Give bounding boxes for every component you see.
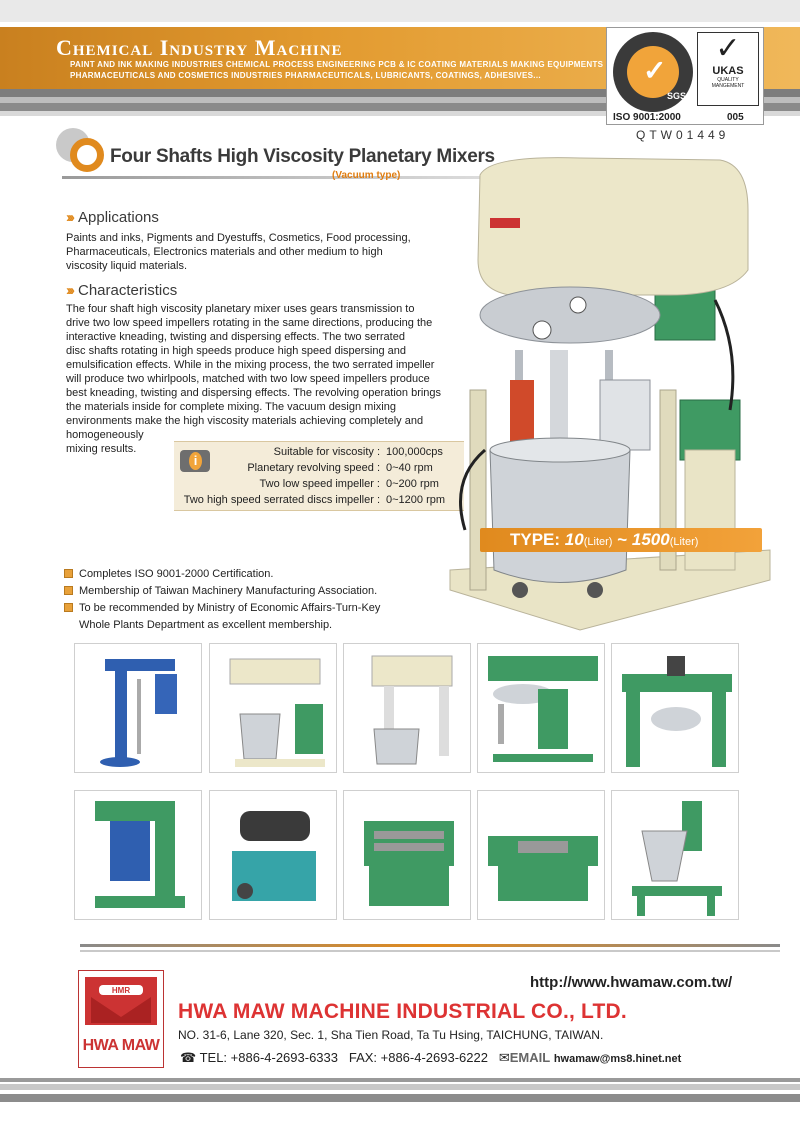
- check-icon: ✓: [643, 55, 667, 86]
- sgs-seal-icon: [613, 32, 693, 112]
- spec-label: Suitable for viscosity :: [273, 446, 380, 458]
- machine-photo-green-mixer: [477, 643, 605, 773]
- bullet-continuation: Whole Plants Department as excellent membership.: [79, 619, 333, 631]
- cert-iso: ISO 9001:2000: [613, 112, 681, 123]
- planetary-mixer-image: [430, 150, 780, 650]
- cert-number: 005: [727, 112, 744, 123]
- footer-divider: [80, 944, 780, 947]
- spec-row: [174, 446, 464, 462]
- chevrons-icon: ›››: [66, 209, 72, 226]
- footer-stripe: [0, 1084, 800, 1090]
- phone-icon: ☎: [180, 1050, 197, 1065]
- info-icon: i: [180, 450, 210, 472]
- bullet-item: To be recommended by Ministry of Economic Affairs-Turn-Key: [64, 602, 380, 614]
- logo-name: HWA MAW: [82, 1037, 160, 1054]
- tel: TEL: +886-4-2693-6333: [199, 1050, 338, 1065]
- top-strip: [0, 0, 800, 22]
- bullet-item: Completes ISO 9001-2000 Certification.: [64, 568, 273, 580]
- ukas-sub2: MANGEMENT: [711, 83, 745, 89]
- spec-row: [174, 462, 464, 478]
- machine-photo-planetary: [343, 643, 471, 773]
- header-title: Chemical Industry Machine: [56, 35, 343, 60]
- spec-value: 0~200 rpm: [386, 478, 439, 490]
- bullet-square-icon: [64, 586, 73, 595]
- spec-value: 0~1200 rpm: [386, 494, 446, 506]
- ukas-check-icon: ✓: [715, 32, 741, 65]
- footer-stripe: [0, 1094, 800, 1102]
- machine-photo-basket-mill: [74, 790, 202, 920]
- cert-code: QTW01449: [636, 128, 730, 142]
- bullet-square-icon: [64, 603, 73, 612]
- machine-photo-mixer-small: [209, 643, 337, 773]
- company-address: NO. 31-6, Lane 320, Sec. 1, Sha Tien Road, Ta Tu Hsing, TAICHUNG, TAIWAN.: [178, 1028, 604, 1042]
- ukas-badge: [697, 32, 759, 106]
- bullet-square-icon: [64, 569, 73, 578]
- characteristics-heading: ››› Characteristics: [66, 282, 178, 299]
- spec-row: [174, 478, 464, 494]
- chevrons-icon: ›››: [66, 282, 72, 299]
- certification-box: [606, 27, 764, 125]
- email-icon: ✉: [498, 1050, 510, 1065]
- spec-row: [174, 494, 464, 510]
- spec-value: 0~40 rpm: [386, 462, 433, 474]
- spec-label: Two low speed impeller :: [259, 478, 380, 490]
- applications-text: Paints and inks, Pigments and Dyestuffs, Cosmetics, Food processing, Pharmaceuticals, Electronics materials and other medium to high viscosity liquid materials.: [66, 232, 411, 272]
- type-banner: TYPE: 10(Liter) ~ 1500(Liter): [480, 528, 762, 552]
- email-link[interactable]: hwamaw@ms8.hinet.net: [553, 1053, 682, 1065]
- header-subtitle-line2: PHARMACEUTICALS AND COSMETICS INDUSTRIES PHARMACEUTICALS, LUBRICANTS, COATINGS, ADHESIVES...: [70, 71, 541, 80]
- logo-mark-icon: [85, 977, 157, 1025]
- product-subtitle: (Vacuum type): [332, 170, 401, 181]
- ukas-sub1: QUALITY: [717, 77, 739, 83]
- spec-label: Two high speed serrated discs impeller :: [183, 494, 380, 506]
- footer-divider: [80, 950, 780, 952]
- header-subtitle-line1: PAINT AND INK MAKING INDUSTRIES CHEMICAL PROCESS ENGINEERING PCB & IC COATING MATERIALS MAKING EQUIPMENTS: [70, 60, 604, 69]
- spec-value: 100,000cps: [386, 446, 443, 458]
- logo-mark-text: HMR: [111, 986, 131, 995]
- email-label: EMAIL: [509, 1050, 551, 1065]
- fax: FAX: +886-4-2693-6222: [348, 1050, 488, 1065]
- website-link[interactable]: http://www.hwamaw.com.tw/: [530, 974, 733, 991]
- company-name: HWA MAW MACHINE INDUSTRIAL CO., LTD.: [178, 1000, 627, 1023]
- spec-label: Planetary revolving speed :: [247, 462, 380, 474]
- contact-line: [180, 1050, 681, 1066]
- machine-photo-three-roll-mill: [343, 790, 471, 920]
- bullet-item: Membership of Taiwan Machinery Manufacturing Association.: [64, 585, 377, 597]
- machine-photo-hopper-mixer: [611, 790, 739, 920]
- title-rings-icon: [52, 124, 108, 180]
- sgs-label: SGS: [667, 91, 687, 101]
- applications-heading: ››› Applications: [66, 209, 159, 226]
- ukas-title: UKAS: [712, 65, 744, 77]
- machine-photo-twin-mixer: [611, 643, 739, 773]
- spec-table: [174, 441, 464, 511]
- footer-stripe: [0, 1078, 800, 1082]
- machine-photo-bead-mill: [209, 790, 337, 920]
- characteristics-text: The four shaft high viscosity planetary mixer uses gears transmission to drive two low speed impellers rotating in the same directions, producing the interactive kneading, twisting and dispersing effects. The two serrated disc shafts rotating in high speeds produce high speed dispersing and emulsification effects. While in the mixing process, the two serrated impeller will produce two whirlpools, matched with two low speed impellers produce best kneading, twisting and dispersing effects. The revolving operation brings the materials inside for complete mixing. The vacuum design mixing environments make the high viscosity materials achieving completely and homogeneously mixing results.: [66, 303, 442, 455]
- product-title: Four Shafts High Viscosity Planetary Mixers: [110, 146, 495, 167]
- machine-photo-disperser: [74, 643, 202, 773]
- title-underline: [62, 176, 482, 179]
- company-logo: [78, 970, 164, 1068]
- machine-photo-roll-mill: [477, 790, 605, 920]
